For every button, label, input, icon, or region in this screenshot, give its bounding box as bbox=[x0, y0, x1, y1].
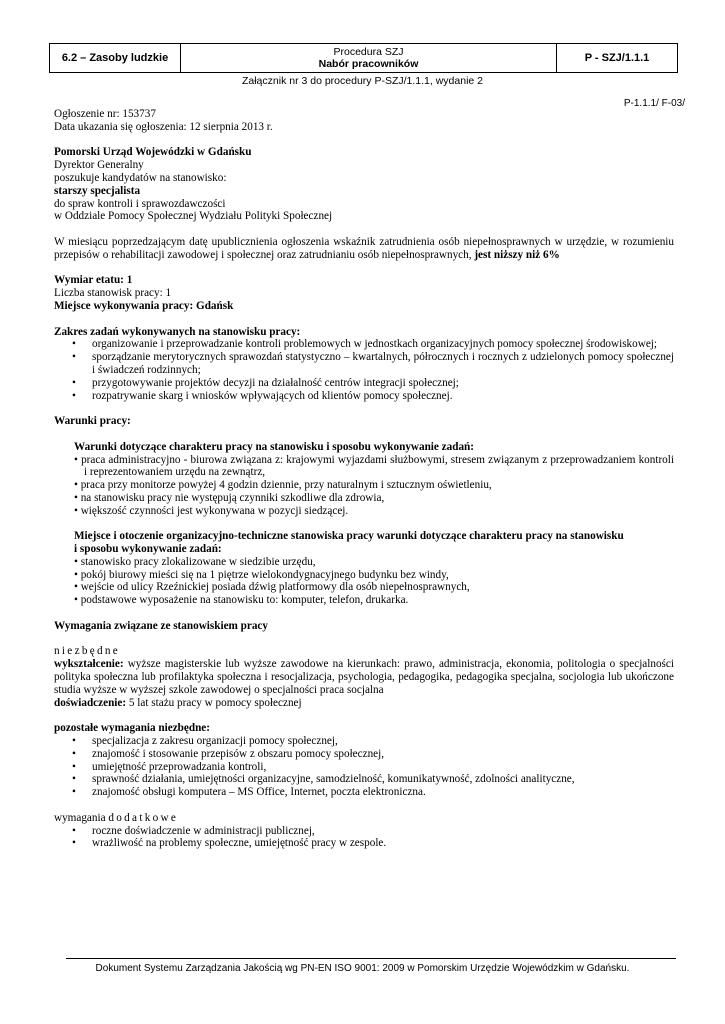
bullet: • bbox=[72, 773, 76, 786]
list-item-text: znajomość obsługi komputera – MS Office, Internet, poczta elektroniczna. bbox=[92, 786, 426, 799]
list-item: • wejście od ulicy Rzeźnickiej posiada dźwig platformowy dla osób niepełnosprawnych, bbox=[74, 581, 470, 594]
disability-info-bold: jest niższy niż 6% bbox=[474, 248, 560, 261]
document-header-table bbox=[49, 43, 678, 73]
requirements-heading: Wymagania związane ze stanowiskiem pracy bbox=[54, 619, 268, 632]
other-requirements-list bbox=[54, 735, 674, 799]
bullet: • bbox=[72, 824, 76, 837]
list-item-text: znajomość i stosowanie przepisów z obszaru pomocy społecznej, bbox=[92, 747, 385, 760]
list-item: • większość czynności jest wykonywana w pozycji siedzącej. bbox=[74, 504, 349, 517]
bullet: • bbox=[72, 376, 76, 389]
bullet: • bbox=[72, 747, 76, 760]
bullet: • bbox=[72, 760, 76, 773]
header-section: 6.2 – Zasoby ludzkie bbox=[50, 44, 181, 72]
bullet: • bbox=[72, 389, 76, 402]
list-item bbox=[54, 735, 674, 748]
footer-text: Dokument Systemu Zarządzania Jakością wg PN-EN ISO 9001: 2009 w Pomorskim Urzędzie Wojewódzkim w Gdańsku. bbox=[95, 963, 630, 974]
list-item bbox=[54, 773, 674, 786]
list-item-text: rozpatrywanie skarg i wniosków wpływających od klientów pomocy społecznej. bbox=[92, 389, 453, 402]
annex-line: Załącznik nr 3 do procedury P-SZJ/1.1.1, wydanie 2 bbox=[241, 75, 484, 87]
notice-number: Ogłoszenie nr: 153737 bbox=[54, 108, 156, 120]
bullet: • bbox=[72, 351, 76, 364]
position-department: w Oddziale Pomocy Społecznej Wydziału Polityki Społecznej bbox=[54, 210, 333, 223]
bullet: • bbox=[72, 837, 76, 850]
experience-text: 5 lat stażu pracy w pomocy społecznej bbox=[128, 696, 302, 709]
other-requirements-heading: pozostałe wymagania niezbędne: bbox=[54, 722, 210, 735]
list-item: • praca przy monitorze powyżej 4 godzin dziennie, przy naturalnym i sztucznym oświetleniu, bbox=[74, 479, 492, 492]
list-item-text: sporządzanie merytorycznych sprawozdań statystyczno – kwartalnych, półrocznych i rocznych z udzielonych pomocy społecznej i świadczeń rodzinnych; bbox=[92, 351, 674, 376]
character-list bbox=[54, 454, 674, 518]
job-location: Miejsce wykonywania pracy: Gdańsk bbox=[54, 299, 234, 312]
notice-date: Data ukazania się ogłoszenia: 12 sierpnia 2013 r. bbox=[54, 120, 273, 133]
form-code: P-1.1.1/ F-03/ bbox=[623, 98, 685, 109]
character-heading: Warunki dotyczące charakteru pracy na stanowisku i sposobu wykonywanie zadań: bbox=[74, 440, 475, 453]
list-item-text: umiejętność przeprowadzania kontroli, bbox=[92, 760, 267, 773]
list-item bbox=[54, 786, 674, 799]
disability-info bbox=[54, 236, 674, 262]
list-item-text: sprawność działania, umiejętności organizacyjne, samodzielność, komunikatywność, zdolności analityczne, bbox=[92, 773, 575, 786]
list-item bbox=[54, 748, 674, 761]
list-item-text: specjalizacja z zakresu organizacji pomocy społecznej, bbox=[92, 735, 338, 748]
procedure-name: Nabór pracowników bbox=[318, 58, 419, 70]
education-requirement bbox=[54, 658, 674, 696]
additional-requirements-list bbox=[54, 825, 674, 851]
education-text: wyższe magisterskie lub wyższe zawodowe na kierunkach: prawo, administracja, ekonomia, politologia o specjalności polityka społeczna lub profilaktyka społeczna i resocjalizacja, psychologia, pedagogika, pedagogika specjalna, socjologia lub ukończone studia wyższe w wyższej szkole zawodowej o specjalności praca socjalna bbox=[54, 658, 674, 696]
list-item-text: roczne doświadczenie w administracji publicznej, bbox=[92, 824, 315, 837]
disability-info-text: W miesiącu poprzedzającym datę upublicznienia ogłoszenia wskaźnik zatrudnienia osób niepełnosprawnych w urzędzie, w rozumieniu przepisów o rehabilitacji zawodowej i społecznej oraz zatrudnianiu osób niepełnosprawnych, bbox=[54, 235, 674, 261]
job-count: Liczba stanowisk pracy: 1 bbox=[54, 287, 172, 300]
document-body bbox=[54, 108, 674, 850]
education-label: wykształcenie: bbox=[54, 658, 124, 671]
additional-requirements-heading bbox=[54, 812, 674, 825]
position-title: starszy specjalista bbox=[54, 184, 141, 197]
position-area: do spraw kontroli i sprawozdawczości bbox=[54, 197, 226, 210]
header-code: P - SZJ/1.1.1 bbox=[584, 52, 650, 64]
additional-prefix: wymagania bbox=[54, 811, 106, 824]
list-item: • stanowisko pracy zlokalizowane w siedzibie urzędu, bbox=[74, 555, 316, 568]
list-item bbox=[54, 837, 674, 850]
bullet: • bbox=[72, 786, 76, 799]
procedure-title: Procedura SZJ bbox=[333, 46, 404, 58]
header-procedure bbox=[181, 44, 557, 72]
experience-requirement bbox=[54, 697, 674, 710]
experience-label: doświadczenie: bbox=[54, 696, 127, 709]
tasks-heading: Zakres zadań wykonywanych na stanowisku pracy: bbox=[54, 325, 301, 338]
list-item: • pokój biurowy mieści się na 1 piętrze wielokondygnacyjnego budynku bez windy, bbox=[74, 568, 449, 581]
environment-heading-line-1: Miejsce i otoczenie organizacyjno-techniczne stanowiska pracy warunki dotyczące charakteru pracy na stanowisku bbox=[74, 530, 624, 543]
bullet: • bbox=[72, 735, 76, 748]
list-item bbox=[54, 761, 674, 774]
list-item-text: wrażliwość na problemy społeczne, umiejętność pracy w zespole. bbox=[92, 837, 387, 850]
list-item bbox=[54, 377, 674, 390]
mandatory-label: niezbędne bbox=[54, 645, 121, 658]
list-item-text: przygotowywanie projektów decyzji na działalność centrów integracji społecznej; bbox=[92, 376, 459, 389]
list-item-text: organizowanie i przeprowadzanie kontroli problemowych w jednostkach organizacyjnych pomocy społecznej środowiskowej; bbox=[92, 338, 658, 351]
list-item: • praca administracyjno - biurowa związana z: krajowymi wyjazdami służbowymi, stresem związanym z przeprowadzaniem kontroli i reprezentowaniem urzędu na zewnątrz, bbox=[74, 453, 674, 479]
conditions-heading: Warunki pracy: bbox=[54, 415, 131, 428]
environment-heading bbox=[54, 530, 674, 556]
bullet: • bbox=[72, 338, 76, 351]
environment-heading-line-2: i sposobu wykonywanie zadań: bbox=[74, 543, 222, 556]
list-item: • na stanowisku pracy nie występują czynniki szkodliwe dla zdrowia, bbox=[74, 491, 385, 504]
list-item bbox=[54, 390, 674, 403]
employer-seeks: poszukuje kandydatów na stanowisko: bbox=[54, 171, 227, 184]
list-item bbox=[54, 338, 674, 351]
tasks-list bbox=[54, 338, 674, 402]
footer-divider bbox=[66, 958, 676, 959]
environment-list bbox=[54, 556, 674, 607]
list-item bbox=[54, 825, 674, 838]
employer-director: Dyrektor Generalny bbox=[54, 159, 144, 172]
additional-label: dodatkowe bbox=[108, 811, 179, 824]
employer-name: Pomorski Urząd Wojewódzki w Gdańsku bbox=[54, 146, 252, 159]
list-item bbox=[54, 351, 674, 377]
job-fte: Wymiar etatu: 1 bbox=[54, 274, 133, 287]
list-item: • podstawowe wyposażenie na stanowisku to: komputer, telefon, drukarka. bbox=[74, 594, 409, 607]
